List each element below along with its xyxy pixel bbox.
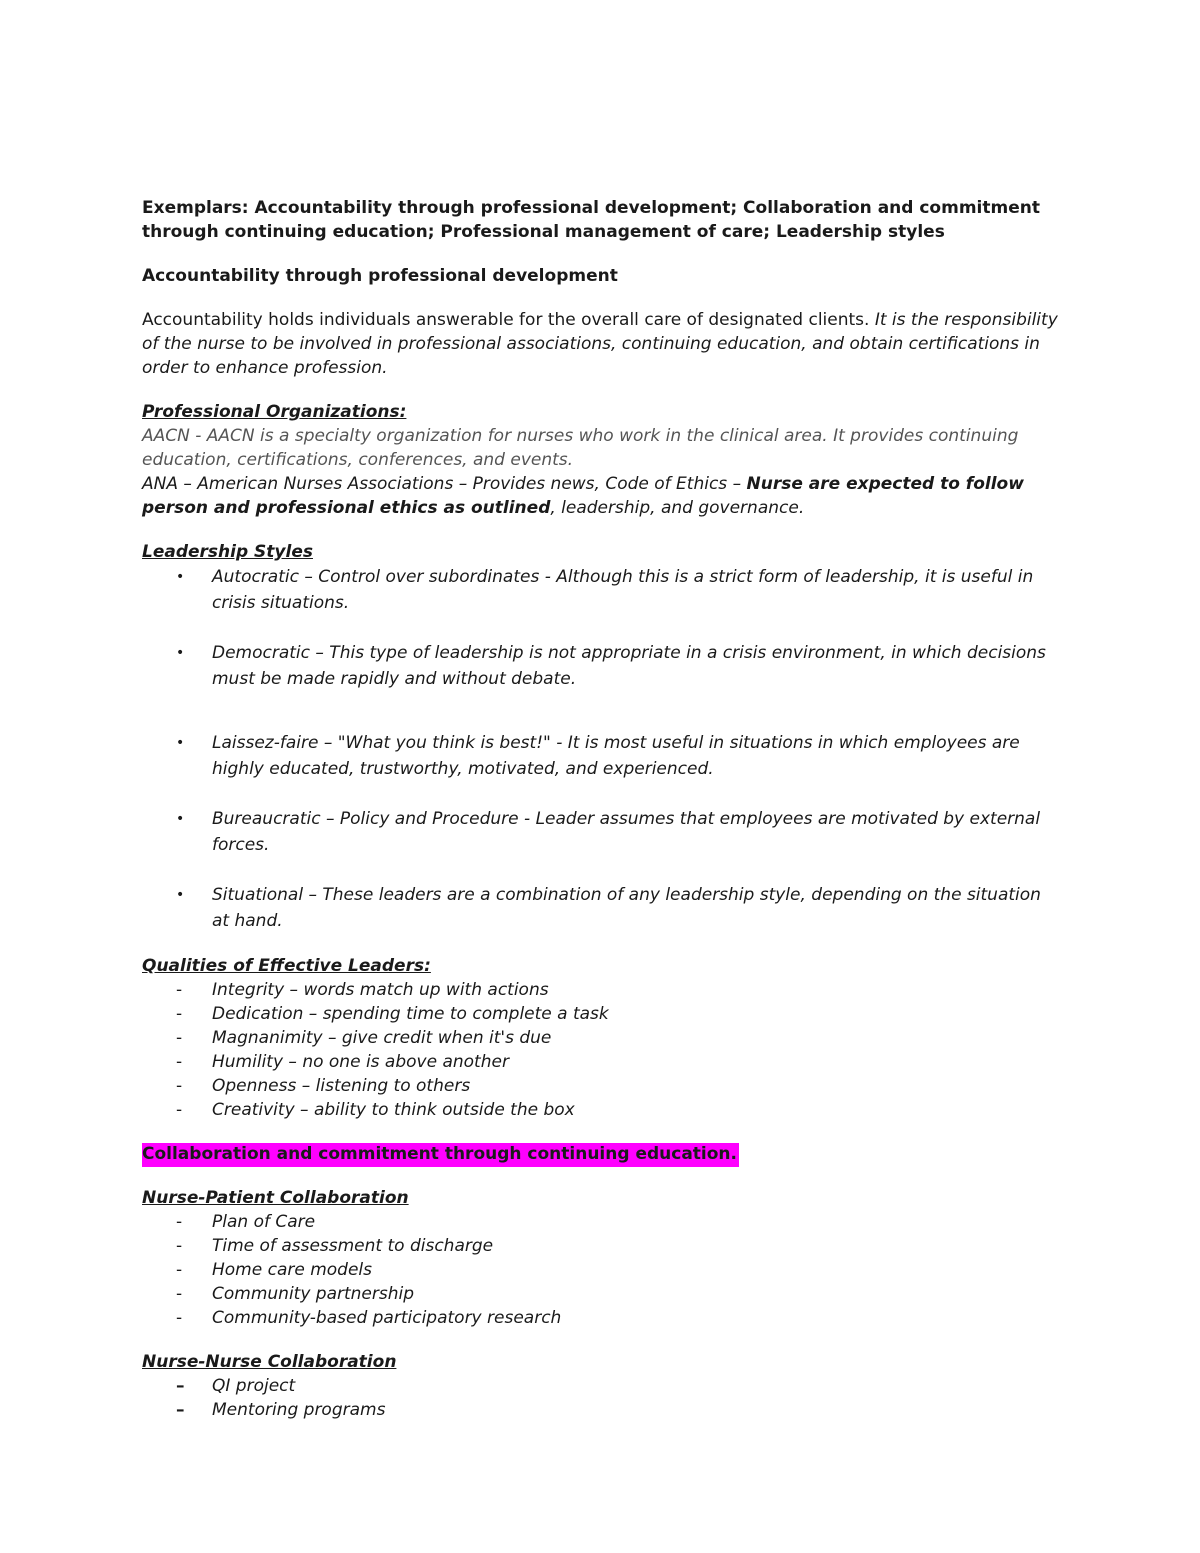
list-item-text: Situational – These leaders are a combination of any leadership style, depending on the situation at hand. [212, 885, 1041, 931]
section-title-accountability: Accountability through professional development [142, 266, 618, 286]
qualities-heading: Qualities of Effective Leaders: [142, 956, 431, 976]
dash-marker: - [176, 1212, 183, 1232]
leadership-styles-list-3 [142, 730, 1062, 782]
list-item [142, 1026, 1062, 1050]
bullet-marker: • [176, 887, 185, 903]
list-item-text: Laissez-faire – "What you think is best!" - It is most useful in situations in which employees are highly educated, trustworthy, motivated, and experienced. [212, 733, 1020, 779]
list-item-text: Dedication – spending time to complete a task [212, 1004, 609, 1024]
dash-marker: - [176, 1236, 183, 1256]
leadership-styles-list-4 [142, 806, 1062, 858]
nurse-nurse-heading: Nurse-Nurse Collaboration [142, 1352, 397, 1372]
nurse-nurse-list [142, 1374, 1062, 1422]
nurse-patient-list [142, 1210, 1062, 1330]
bullet-marker: • [176, 811, 185, 827]
list-item-text: Time of assessment to discharge [212, 1236, 494, 1256]
dash-marker: - [176, 980, 183, 1000]
list-item [142, 806, 1062, 858]
dash-marker: – [176, 1400, 185, 1420]
accountability-italic: It is the responsibility of the nurse to be involved in professional associations, continuing education, and obtain certifications in order to enhance profession. [142, 310, 1058, 378]
list-item [142, 564, 1062, 616]
list-item-text: Magnanimity – give credit when it's due [212, 1028, 552, 1048]
list-item [142, 1258, 1062, 1282]
list-item [142, 1074, 1062, 1098]
dash-marker: - [176, 1100, 183, 1120]
list-item-text: QI project [212, 1376, 296, 1396]
qualities-list [142, 978, 1062, 1122]
list-item [142, 1374, 1062, 1398]
leadership-styles-list-2 [142, 640, 1062, 692]
nurse-patient-heading: Nurse-Patient Collaboration [142, 1188, 409, 1208]
ana-bold: Nurse are expected to follow person and professional ethics as outlined [142, 474, 1024, 518]
accountability-plain: Accountability holds individuals answerable for the overall care of designated clients. [142, 310, 875, 330]
dash-marker: – [176, 1376, 185, 1396]
list-item [142, 1306, 1062, 1330]
dash-marker: - [176, 1260, 183, 1280]
ana-start: ANA – American Nurses Associations – Provides news, Code of Ethics – [142, 474, 747, 494]
ana-entry [142, 472, 1062, 520]
dash-marker: - [176, 1284, 183, 1304]
list-item-text: Plan of Care [212, 1212, 316, 1232]
leadership-styles-list [142, 564, 1062, 616]
list-item-text: Democratic – This type of leadership is not appropriate in a crisis environment, in which decisions must be made rapidly and without debate. [212, 643, 1046, 689]
exemplars-heading: Exemplars: Accountability through professional development; Collaboration and commitment through continuing education; Professional management of care; Leadership styles [142, 198, 1040, 242]
list-item-text: Humility – no one is above another [212, 1052, 509, 1072]
list-item-text: Integrity – words match up with actions [212, 980, 549, 1000]
leadership-styles-list-5 [142, 882, 1062, 934]
dash-marker: - [176, 1308, 183, 1328]
dash-marker: - [176, 1076, 183, 1096]
list-item [142, 730, 1062, 782]
bullet-marker: • [176, 569, 185, 585]
bullet-marker: • [176, 735, 185, 751]
list-item [142, 1398, 1062, 1422]
professional-organizations-heading: Professional Organizations: [142, 402, 407, 422]
list-item [142, 1282, 1062, 1306]
list-item [142, 1210, 1062, 1234]
list-item-text: Home care models [212, 1260, 373, 1280]
list-item [142, 882, 1062, 934]
leadership-styles-heading: Leadership Styles [142, 542, 313, 562]
list-item-text: Creativity – ability to think outside the box [212, 1100, 575, 1120]
list-item [142, 1098, 1062, 1122]
list-item-text: Community-based participatory research [212, 1308, 562, 1328]
list-item [142, 640, 1062, 692]
collaboration-section-title-line [142, 1142, 1062, 1166]
dash-marker: - [176, 1004, 183, 1024]
dash-marker: - [176, 1028, 183, 1048]
list-item-text: Bureaucratic – Policy and Procedure - Leader assumes that employees are motivated by external forces. [212, 809, 1041, 855]
list-item-text: Mentoring programs [212, 1400, 386, 1420]
list-item [142, 1234, 1062, 1258]
bullet-marker: • [176, 645, 185, 661]
dash-marker: - [176, 1052, 183, 1072]
list-item [142, 1002, 1062, 1026]
aacn-entry: AACN - AACN is a specialty organization for nurses who work in the clinical area. It provides continuing education, certifications, conferences, and events. [142, 426, 1019, 470]
list-item [142, 978, 1062, 1002]
list-item-text: Openness – listening to others [212, 1076, 471, 1096]
accountability-paragraph [142, 308, 1062, 380]
list-item-text: Autocratic – Control over subordinates - Although this is a strict form of leadership, it is useful in crisis situations. [212, 567, 1034, 613]
ana-end: , leadership, and governance. [550, 498, 805, 518]
list-item [142, 1050, 1062, 1074]
section-title-collaboration: Collaboration and commitment through continuing education. [142, 1143, 739, 1167]
document-page [142, 196, 1062, 1422]
list-item-text: Community partnership [212, 1284, 415, 1304]
